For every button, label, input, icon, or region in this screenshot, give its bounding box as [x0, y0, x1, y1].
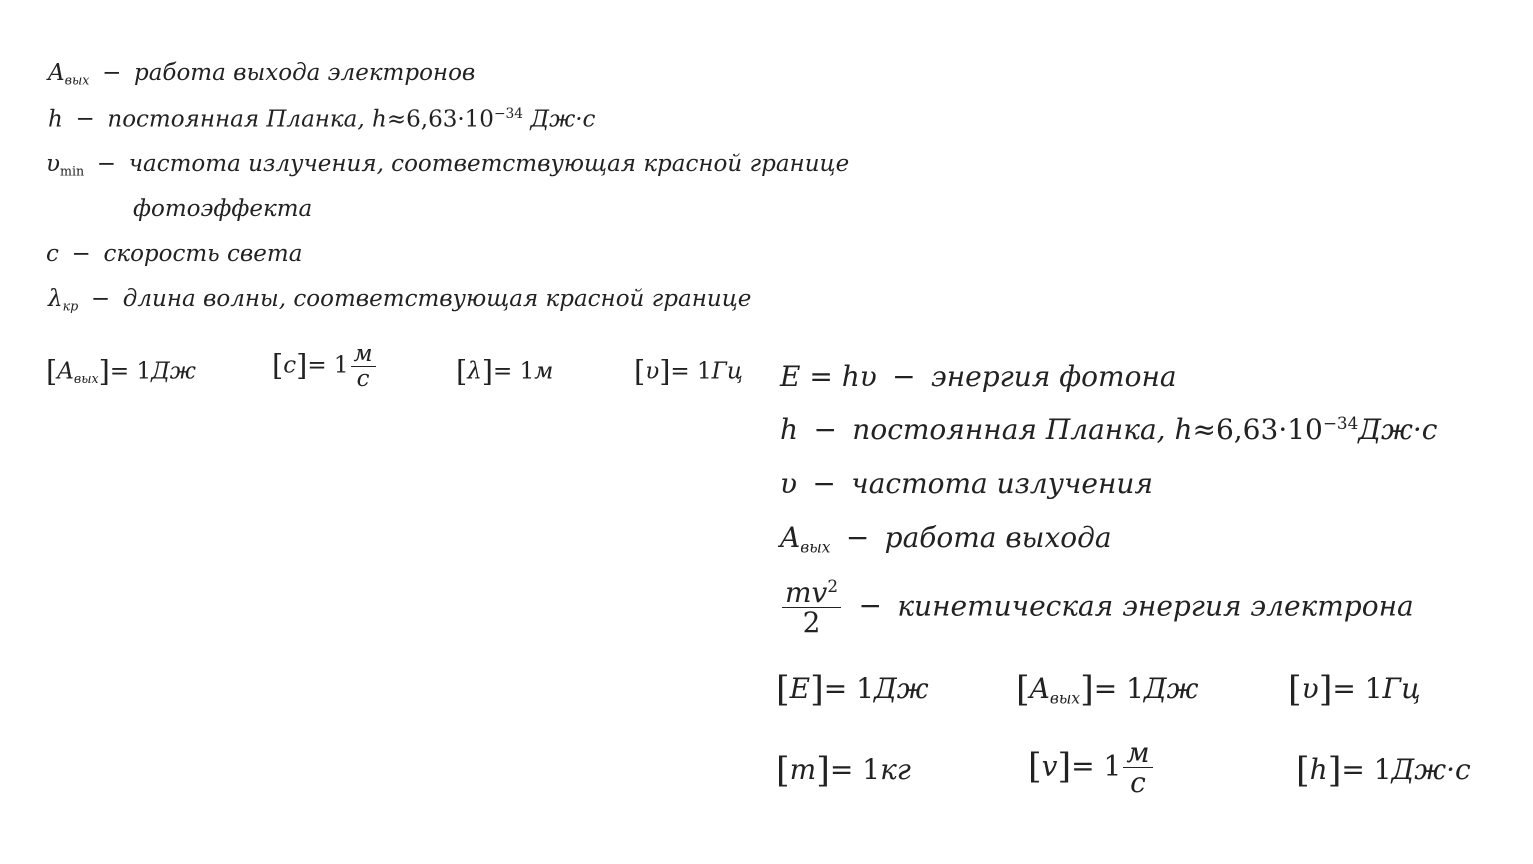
subscript: вых — [73, 371, 99, 387]
symbol: υ — [645, 358, 660, 385]
def-work-function — [780, 521, 1112, 556]
approx-sign: ≈ — [1192, 413, 1216, 447]
unit-work-function — [46, 354, 196, 388]
equals-one: = 1 — [307, 352, 349, 379]
equals-one: = 1 — [493, 358, 535, 385]
definition-text: работа выхода — [884, 521, 1112, 554]
dash: − — [858, 589, 882, 623]
left-bracket: [ — [1028, 747, 1042, 788]
right-bracket: ] — [481, 354, 494, 388]
mantissa: 6,63 — [406, 106, 458, 133]
symbol: A — [1029, 672, 1050, 706]
left-bracket: [ — [776, 751, 790, 791]
times-dot: · — [1278, 413, 1288, 447]
equals-one: = 1 — [670, 358, 712, 385]
def-red-limit-wavelength — [48, 286, 751, 313]
def-work-function-electrons — [48, 60, 475, 87]
expr-symbol: h — [372, 106, 387, 133]
right-bracket: ] — [1318, 670, 1333, 710]
dash: − — [813, 413, 837, 447]
subscript: min — [59, 163, 85, 179]
definition-text: фотоэффекта — [133, 196, 313, 222]
right-bracket: ] — [98, 354, 110, 388]
numerator-base: mv — [785, 576, 828, 610]
expr-symbol: h — [1174, 413, 1193, 447]
right-bracket: ] — [659, 354, 671, 388]
def-min-frequency-continued — [133, 196, 312, 222]
unit: Дж — [1143, 672, 1199, 706]
unit: Дж — [151, 358, 196, 385]
right-bracket: ] — [296, 347, 308, 382]
equals-one: = 1 — [1093, 672, 1144, 706]
unit: Дж — [873, 672, 929, 706]
unit-energy — [776, 670, 929, 710]
denominator: с — [1123, 767, 1152, 797]
right-bracket: ] — [816, 751, 830, 791]
unit: Гц — [1382, 672, 1421, 706]
symbol: m — [789, 753, 817, 787]
dash: − — [845, 521, 870, 554]
symbol: A — [48, 60, 65, 86]
unit: м — [534, 358, 554, 385]
definition-text: частота излучения, соответствующая красной границе — [128, 151, 850, 177]
equals-one: = 1 — [109, 358, 152, 385]
symbol: λ — [467, 358, 482, 385]
unit-fraction — [351, 342, 376, 391]
exponent: −34 — [493, 106, 524, 122]
symbol: υ — [46, 151, 60, 177]
symbol: h — [780, 413, 799, 447]
right-bracket: ] — [1327, 751, 1342, 791]
definition-text: постоянная Планка, — [107, 106, 365, 133]
symbol: υ — [780, 467, 798, 500]
power-base: 10 — [464, 106, 494, 133]
unit-mass — [776, 751, 911, 791]
def-speed-of-light — [46, 241, 302, 267]
left-bracket: [ — [46, 354, 58, 388]
dash: − — [75, 106, 95, 133]
left-bracket: [ — [1016, 670, 1030, 710]
def-radiation-frequency — [780, 467, 1153, 500]
symbol: c — [283, 352, 297, 379]
subscript: вых — [1049, 689, 1081, 708]
equals-one: = 1 — [823, 672, 874, 706]
symbol: A — [57, 358, 74, 385]
def-planck-constant — [48, 106, 595, 132]
left-bracket: [ — [1288, 670, 1302, 710]
formula: E = hυ — [780, 360, 877, 393]
definition-text: постоянная Планка, — [852, 413, 1166, 447]
dash: − — [90, 286, 111, 312]
symbol: h — [48, 106, 63, 133]
def-photon-energy — [780, 360, 1177, 393]
mantissa: 6,63 — [1215, 413, 1279, 447]
symbol: v — [1041, 749, 1058, 783]
definition-text: скорость света — [103, 241, 303, 267]
subscript: вых — [800, 538, 831, 557]
unit-fraction — [1123, 738, 1152, 798]
unit: Дж·с — [530, 106, 596, 133]
definition-text: длина волны, соответствующая красной границе — [122, 286, 752, 312]
kinetic-fraction — [782, 578, 841, 638]
numerator: м — [1126, 736, 1150, 769]
right-bracket: ] — [1057, 747, 1072, 788]
left-bracket: [ — [456, 354, 468, 388]
left-bracket: [ — [776, 670, 790, 710]
symbol: A — [780, 521, 801, 554]
equals-one: = 1 — [1332, 672, 1383, 706]
definition-text: частота излучения — [851, 467, 1154, 500]
def-min-frequency — [46, 151, 849, 178]
numerator — [782, 576, 841, 610]
definition-text: кинетическая энергия электрона — [897, 589, 1414, 623]
numerator-exponent: 2 — [827, 576, 839, 596]
unit: Дж·с — [1391, 753, 1471, 787]
power-base: 10 — [1287, 413, 1323, 447]
def-planck-constant-right — [780, 413, 1437, 446]
unit-frequency-right — [1288, 670, 1421, 710]
numerator: м — [353, 341, 373, 367]
subscript: вых — [64, 72, 90, 88]
unit-work-function-right — [1016, 670, 1199, 710]
exponent: −34 — [1322, 413, 1359, 433]
dash: − — [96, 151, 117, 177]
denominator: с — [351, 366, 376, 391]
definition-text: работа выхода электронов — [133, 60, 476, 86]
dash: − — [892, 360, 916, 393]
dash: − — [102, 60, 122, 86]
unit-wavelength — [456, 354, 553, 388]
left-bracket: [ — [1296, 751, 1310, 791]
approx-sign: ≈ — [386, 106, 407, 133]
def-kinetic-energy — [780, 578, 1414, 638]
unit-speed-of-light — [272, 342, 378, 391]
equals-one: = 1 — [829, 753, 881, 787]
left-bracket: [ — [272, 347, 284, 382]
unit-frequency — [634, 354, 743, 388]
symbol: υ — [1301, 672, 1319, 706]
right-bracket: ] — [810, 670, 824, 710]
unit: кг — [880, 753, 911, 787]
dash: − — [71, 241, 91, 267]
equals-one: = 1 — [1341, 753, 1392, 787]
symbol: E — [789, 672, 811, 706]
symbol: h — [1309, 753, 1328, 787]
subscript: кр — [62, 298, 79, 314]
right-bracket: ] — [1080, 670, 1094, 710]
dash: − — [812, 467, 836, 500]
denominator: 2 — [782, 607, 841, 637]
left-bracket: [ — [634, 354, 646, 388]
unit-velocity — [1028, 738, 1155, 798]
equals-one: = 1 — [1071, 749, 1122, 783]
unit: Гц — [711, 358, 743, 385]
symbol: λ — [48, 286, 63, 312]
times-dot: · — [457, 106, 465, 133]
unit-planck — [1296, 751, 1471, 791]
definition-text: энергия фотона — [931, 360, 1177, 393]
symbol: c — [46, 241, 59, 267]
unit: Дж·с — [1358, 413, 1438, 447]
